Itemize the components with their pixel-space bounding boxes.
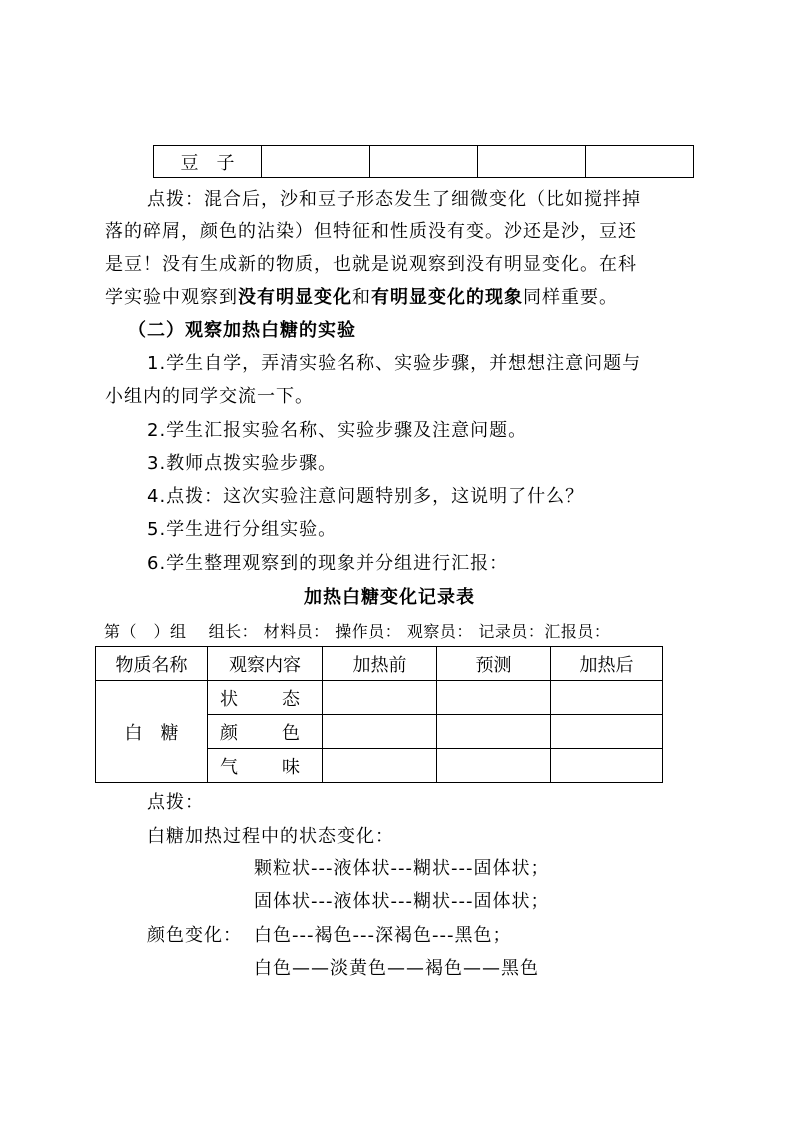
header-cell: 预测 [437, 647, 551, 681]
record-table [95, 646, 663, 783]
top-table-cell [478, 146, 586, 178]
paragraph-line: 是豆！没有生成新的物质，也就是说观察到没有明显变化。在科 [105, 254, 637, 275]
step-line: 1.学生自学，弄清实验名称、实验步骤，并想想注意问题与 [147, 353, 642, 374]
paragraph-line: 点拨：混合后，沙和豆子形态发生了细微变化（比如搅拌掉 [147, 189, 641, 210]
paragraph-line: 落的碎屑，颜色的沾染）但特征和性质没有变。沙还是沙，豆还 [105, 221, 637, 242]
step-line: 5.学生进行分组实验。 [147, 519, 338, 540]
paragraph-line [105, 287, 618, 309]
table-title: 加热白糖变化记录表 [304, 587, 475, 608]
value-cell [551, 715, 663, 749]
section-heading: （二）观察加热白糖的实验 [128, 320, 356, 341]
state-line: 颗粒状---液体状---糊状---固体状； [254, 858, 550, 879]
top-table-cell [370, 146, 478, 178]
top-table [153, 145, 694, 178]
value-cell [437, 715, 551, 749]
header-cell: 观察内容 [208, 647, 323, 681]
color-label: 颜色变化： [147, 925, 242, 946]
value-cell [323, 749, 437, 783]
bold-text: 有明显变化的现象 [371, 287, 523, 308]
header-cell: 物质名称 [96, 647, 208, 681]
state-line: 固体状---液体状---糊状---固体状； [254, 891, 550, 912]
item-cell [208, 749, 323, 783]
step-line: 6.学生整理观察到的现象并分组进行汇报： [147, 553, 509, 574]
substance-cell: 白 糖 [96, 681, 208, 783]
item-cell [208, 715, 323, 749]
text-span: 和 [352, 287, 371, 308]
item-char: 气 [220, 756, 238, 778]
top-table-cell [586, 146, 694, 178]
value-cell [437, 681, 551, 715]
top-table-cell [262, 146, 370, 178]
state-title: 白糖加热过程中的状态变化： [147, 826, 394, 847]
tips-label: 点拨： [147, 792, 204, 813]
item-char: 色 [282, 722, 300, 744]
value-cell [551, 681, 663, 715]
color-line: 白色---褐色---深褐色---黑色； [254, 925, 512, 946]
item-cell [208, 681, 323, 715]
value-cell [323, 715, 437, 749]
item-char: 颜 [220, 722, 238, 744]
step-line: 3.教师点拨实验步骤。 [147, 453, 338, 474]
item-char: 状 [220, 688, 238, 710]
top-table-label: 豆 子 [154, 146, 262, 178]
header-cell: 加热后 [551, 647, 663, 681]
color-line: 白色——淡黄色——褐色——黑色 [254, 958, 539, 979]
value-cell [323, 681, 437, 715]
header-cell: 加热前 [323, 647, 437, 681]
text-span: 学实验中观察到 [105, 287, 238, 308]
step-line: 小组内的同学交流一下。 [105, 386, 314, 407]
item-char: 态 [282, 688, 300, 710]
value-cell [551, 749, 663, 783]
value-cell [437, 749, 551, 783]
roles-line: 第（ ）组 组长： 材料员： 操作员： 观察员： 记录员：汇报员： [104, 622, 611, 641]
bold-text: 没有明显变化 [238, 287, 352, 308]
item-char: 味 [282, 756, 300, 778]
text-span: 同样重要。 [523, 287, 618, 308]
step-line: 4.点拨：这次实验注意问题特别多，这说明了什么？ [147, 486, 585, 507]
step-line: 2.学生汇报实验名称、实验步骤及注意问题。 [147, 420, 528, 441]
